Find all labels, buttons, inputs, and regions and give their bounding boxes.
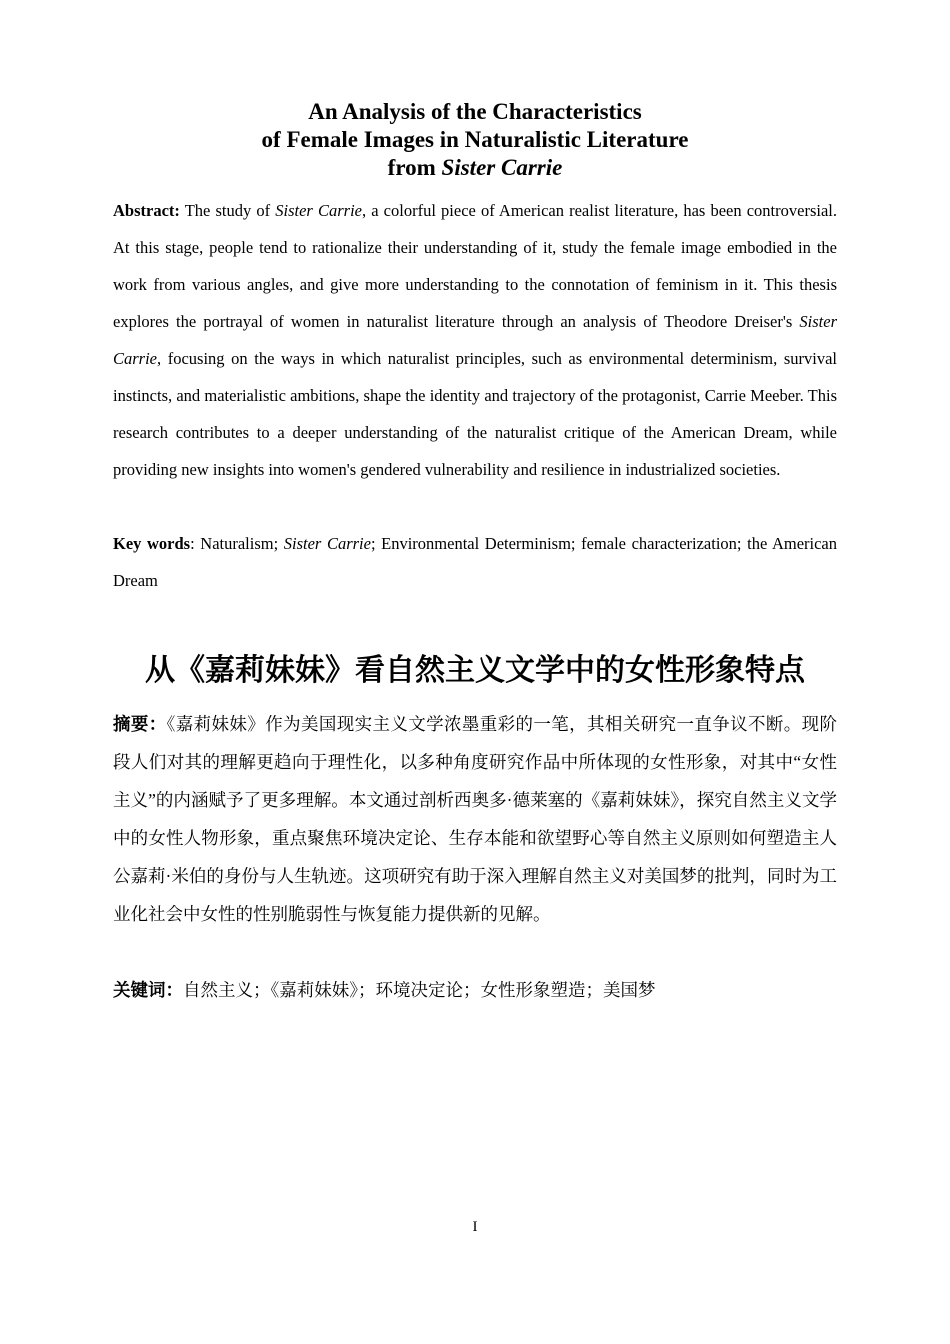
english-title-line2: of Female Images in Naturalistic Literature (261, 127, 689, 152)
chinese-title: 从《嘉莉妹妹》看自然主义文学中的女性形象特点 (145, 654, 805, 687)
chinese-keywords: 关键词：自然主义；《嘉莉妹妹》；环境决定论；女性形象塑造；美国梦 (113, 980, 656, 1000)
english-title-line3: from Sister Carrie (387, 155, 563, 180)
chinese-abstract-paragraph: 摘要：《嘉莉妹妹》作为美国现实主义文学浓墨重彩的一笔，其相关研究一直争议不断。现阶段人们对其的理解更趋向于理性化，以多种角度研究作品中所体现的女性形象，对其中“女性主义”的内涵赋予了更多理解。本文通过剖析西奥多·德莱塞的《嘉莉妹妹》，探究自然主义文学中的女性人物形象，重点聚焦环境决定论、生存本能和欲望野心等自然主义原则如何塑造主人公嘉莉·米伯的身份与人生轨迹。这项研究有助于深入理解自然主义对美国梦的批判，同时为工业化社会中女性的性别脆弱性与恢复能力提供新的见解。 (113, 714, 838, 924)
english-title (113, 98, 837, 182)
english-title-line1: An Analysis of the Characteristics (308, 99, 642, 124)
english-abstract-paragraph: Abstract: The study of Sister Carrie, a colorful piece of American realist literature, has been controversial. At this stage, people tend to rationalize their understanding of it, study the female image embodied in the work from various angles, and give more understanding to the connotation of feminism in it. This thesis explores the portrayal of women in naturalist literature through an analysis of Theodore Dreiser's Sister Carrie, focusing on the ways in which naturalist principles, such as environmental determinism, survival instincts, and materialistic ambitions, shape the identity and trajectory of the protagonist, Carrie Meeber. This research contributes to a deeper understanding of the naturalist critique of the American Dream, while providing new insights into women's gendered vulnerability and resilience in industrialized societies. (113, 201, 837, 479)
page-number: I (472, 1219, 478, 1235)
english-keywords: Key words: Naturalism; Sister Carrie; Environmental Determinism; female characterization; the American Dream (113, 534, 837, 590)
